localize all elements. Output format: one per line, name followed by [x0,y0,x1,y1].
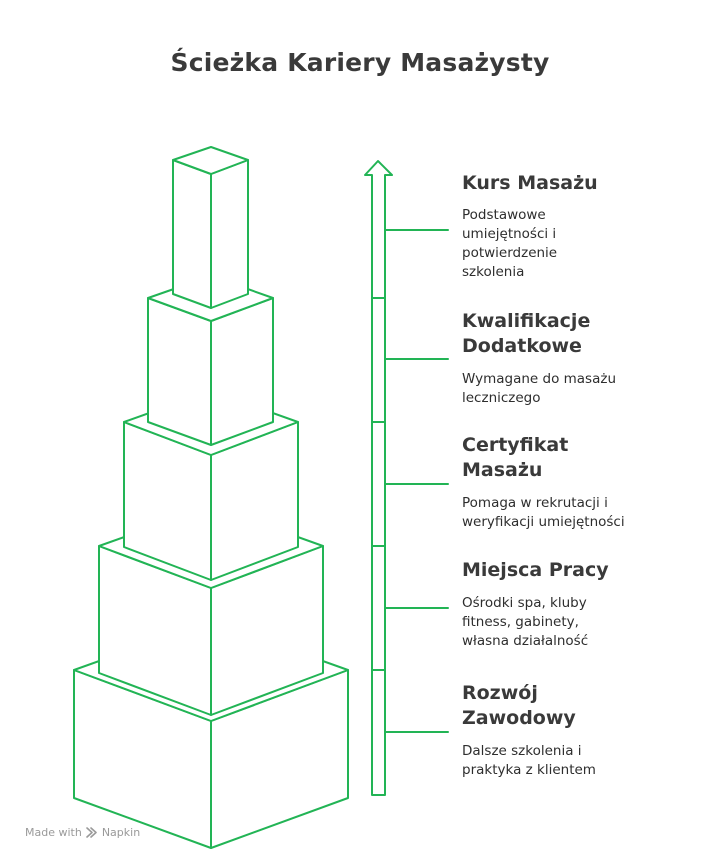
napkin-logo-icon [86,827,98,838]
watermark [25,826,140,839]
step-title: Kurs Masażu [462,172,598,194]
watermark-brand: Napkin [101,826,141,839]
step-description: Podstawowe umiejętności i potwierdzenie szkolenia [462,207,558,280]
step-description: Pomaga w rekrutacji i weryfikacji umiejętności [462,495,625,530]
step-1 [462,171,702,282]
step-description: Dalsze szkolenia i praktyka z klientem [462,743,596,778]
page-title: Ścieżka Kariery Masażysty [170,48,550,77]
step-4 [462,558,702,651]
step-2 [462,309,702,408]
watermark-made-with: Made with [25,826,82,839]
timeline-arrow [365,161,392,795]
step-3 [462,433,702,532]
step-title: Rozwój Zawodowy [462,682,576,729]
step-title: Certyfikat Masażu [462,434,569,481]
step-description: Wymagane do masażu leczniczego [462,371,617,406]
tower-block-1 [173,147,248,308]
step-title: Kwalifikacje Dodatkowe [462,310,591,357]
step-5 [462,681,702,780]
step-description: Ośrodki spa, kluby fitness, gabinety, własna działalność [462,595,589,649]
step-title: Miejsca Pracy [462,559,609,581]
